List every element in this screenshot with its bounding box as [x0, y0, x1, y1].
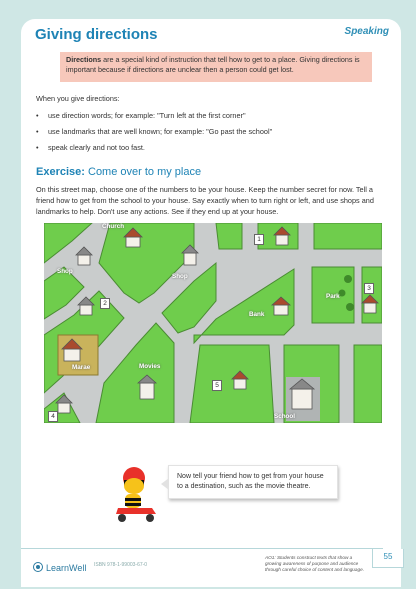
map-label-school: School [274, 413, 295, 420]
map-label-park: Park [326, 293, 340, 300]
speech-bubble: Now tell your friend how to get from your house to a destination, such as the movie theatre. [168, 465, 338, 499]
definition-box [60, 52, 372, 82]
exercise-heading [36, 166, 201, 178]
intro-text: When you give directions: [36, 94, 120, 103]
page-title: Giving directions [35, 26, 158, 43]
definition-text: are a special kind of instruction that tell how to get to a place. Giving directions is important because if directions are unclear then a person could get lost. [66, 55, 360, 74]
map-label-shop: Shop [57, 268, 73, 275]
map-number-4: 4 [48, 411, 58, 422]
achievement-objective: AO1: Students construct texts that show a growing awareness of purpose and audience through careful choice of content and language. [265, 555, 365, 572]
learnwell-logo [33, 559, 86, 577]
page-number: 55 [372, 549, 404, 568]
map-label-bank: Bank [249, 311, 265, 318]
map-number-1: 1 [254, 234, 264, 245]
tip-item: • use landmarks that are well known; for example: "Go past the school" [36, 127, 272, 136]
map-number-2: 2 [100, 298, 110, 309]
street-map [44, 223, 382, 423]
isbn-text: ISBN 978-1-99003-67-0 [94, 562, 148, 568]
map-number-3: 3 [364, 283, 374, 294]
tip-item: • use direction words; for example: "Turn left at the first corner" [36, 111, 272, 120]
tip-item: • speak clearly and not too fast. [36, 143, 272, 152]
map-label-shop: Shop [172, 273, 188, 280]
map-label-movies: Movies [139, 363, 161, 370]
map-label-marae: Marae [72, 364, 91, 371]
section-label: Speaking [344, 26, 389, 37]
map-graphic [44, 223, 382, 423]
footer-divider [21, 548, 383, 549]
map-label-church: Church [102, 223, 125, 230]
bee-scooter-illustration [112, 462, 160, 529]
map-number-5: 5 [212, 380, 222, 391]
tips-list [36, 111, 272, 159]
exercise-instructions: On this street map, choose one of the numbers to be your house. Keep the number secret for now. Tell a friend how to get from the school to your house. Say exactly when to turn right or left, and use shops and landmarks to help. Don't use any actions. See if they end up at your house. [36, 185, 374, 216]
definition-term: Directions [66, 55, 102, 64]
logo-icon [33, 559, 43, 577]
logo-text: LearnWell [46, 563, 87, 573]
exercise-title: Come over to my place [84, 166, 202, 178]
exercise-label: Exercise: [36, 166, 85, 178]
